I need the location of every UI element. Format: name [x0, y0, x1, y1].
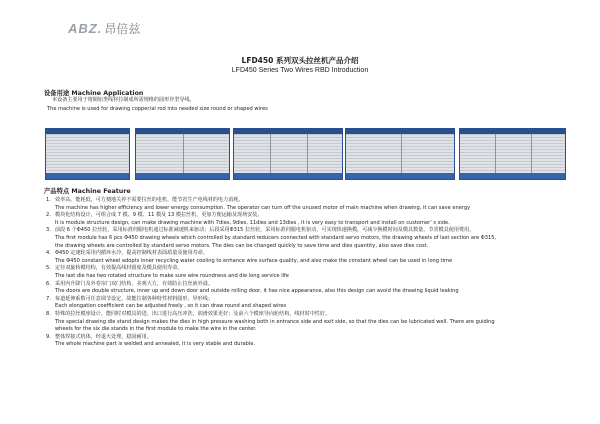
feature-number: 7. — [46, 295, 51, 302]
application-text-en: The machine is used for drawing copper/al rod into needed size round or shaped wires — [47, 106, 268, 112]
feature-item — [46, 334, 566, 349]
feature-text-cn: Φ450 定速轮采用内循环水冷，提高控制线材表面质量及使用寿命。 — [55, 250, 208, 257]
machine-photo — [135, 128, 230, 180]
feature-text-en: the drawing wheels are controlled by standard servo motors. The dies can be changed quickly to save time and dies quantity, also save dies cost. — [55, 242, 429, 249]
machine-photo — [45, 128, 130, 180]
feature-number: 1. — [46, 197, 51, 203]
feature-number: 4. — [46, 250, 51, 257]
feature-text-cn: 采用内升降门及外卷帘门双门结构，美观大方，有效防止拉丝液外溢。 — [55, 280, 213, 287]
feature-item — [46, 250, 566, 265]
feature-text-en: The special drawing die stand design makes the dies in high pressure washing both in entrance side and exit side, so that the dies can be lubricated well. There are guiding — [55, 318, 495, 325]
feature-text-en: The last die has two rotated structure to make sure wire roundness and die long service life — [55, 272, 289, 279]
logo-text-en: ABZ. — [68, 21, 103, 36]
feature-number: 8. — [46, 310, 51, 317]
feature-number: 3. — [46, 227, 51, 234]
page-title-en: LFD450 Series Two Wires RBD Introduction — [231, 67, 369, 74]
feature-number: 2. — [46, 212, 51, 219]
feature-text-en: wheels for the six die stands in the first module to make the wire in the center. — [55, 326, 257, 333]
feature-text-cn: 前段 6 个Φ450 拉丝轮，采用标准伺服电机通过标准减速机来驱动；后段采用Φ315 拉丝轮，采用标准伺服电机驱动，可实现快速换模，可减少换模时间及模具数量，节省模具使用费用。 — [55, 227, 475, 234]
feature-item — [46, 227, 566, 250]
feature-text-cn: 模块化结构设计，可组合成 7 模、9 模、11 模及 13 模拉丝机，更加方便运输及现场安装。 — [55, 212, 263, 219]
feature-item — [46, 197, 566, 212]
machine-photo — [233, 128, 343, 180]
feature-text-en: The whole machine part is welded and annealed, it is very stable and durable. — [55, 341, 256, 348]
feature-text-en: Each elongation coefficient can be adjusted freely , so it can draw round and shaped wires — [55, 303, 287, 310]
feature-text-en: The doors are double structure, inner up and down door and outside rolling door, it has nice appearance, also this design can avoid the drawing liquid leaking — [55, 288, 459, 295]
feature-number: 6. — [46, 280, 51, 287]
feature-item — [46, 296, 566, 311]
feature-text-en: It is module structure design, can make drawing machine with 7dies, 9dies, 11dies and 13dies , it is very easy to transport and install on customer’ s side. — [55, 219, 450, 226]
logo-text-cn: 昂倍兹 — [104, 22, 141, 36]
feature-item — [46, 265, 566, 280]
company-logo — [68, 20, 140, 37]
features-heading: 产品特点 Machine Feature — [44, 188, 131, 195]
feature-text-cn: 特殊的拉丝模座设计，能同时对模具的进、出口进行高压冲洗，润滑效果更好；及前六个模座导向轮结构，线材时中性好。 — [55, 310, 331, 317]
feature-text-en: The machine has higher efficiency and lower energy consumption. The operator can turn off the unused motor of main machine when drawing, it can save energy — [55, 204, 471, 211]
machine-photo — [345, 128, 455, 180]
feature-number: 9. — [46, 333, 51, 340]
feature-item — [46, 281, 566, 296]
feature-list — [46, 197, 566, 349]
feature-item — [46, 212, 566, 227]
feature-text-cn: 整体焊接式机体，经退火处理，稳固耐用。 — [55, 333, 152, 340]
feature-text-cn: 每道延伸系数可任意调节设定，故能拉制各种特性材料圆形、异形线； — [55, 295, 213, 302]
machine-photos — [45, 128, 566, 180]
feature-text-cn: 效率高、能耗低，可方便地关停不需要拉丝的电机，能节省生产电线材的电力消耗。 — [55, 197, 244, 203]
feature-number: 5. — [46, 265, 51, 272]
machine-photo — [459, 128, 566, 180]
feature-text-en: The Φ450 constant wheel adopts inner recycling water cooling to enhance wire surface quality, and also make the constant wheel can be used in long time — [55, 257, 453, 264]
application-heading: 设备用途 Machine Application — [44, 90, 144, 97]
feature-text-en: The first module has 6 pcs Φ450 drawing wheels which controlled by standard reducers connected with standard servo motors, the drawing wheels of last section are Φ315, — [55, 234, 497, 241]
page-title-cn: LFD450 系列双头拉丝机产品介绍 — [241, 56, 359, 65]
feature-text-cn: 定径双旋转模结构，有效提高线材圆度及模具使用寿命。 — [55, 265, 183, 272]
application-text-cn: 本设备主要用于将铜铝类线材拉制成所需规格的圆形异型导线。 — [52, 97, 195, 103]
feature-item — [46, 311, 566, 334]
